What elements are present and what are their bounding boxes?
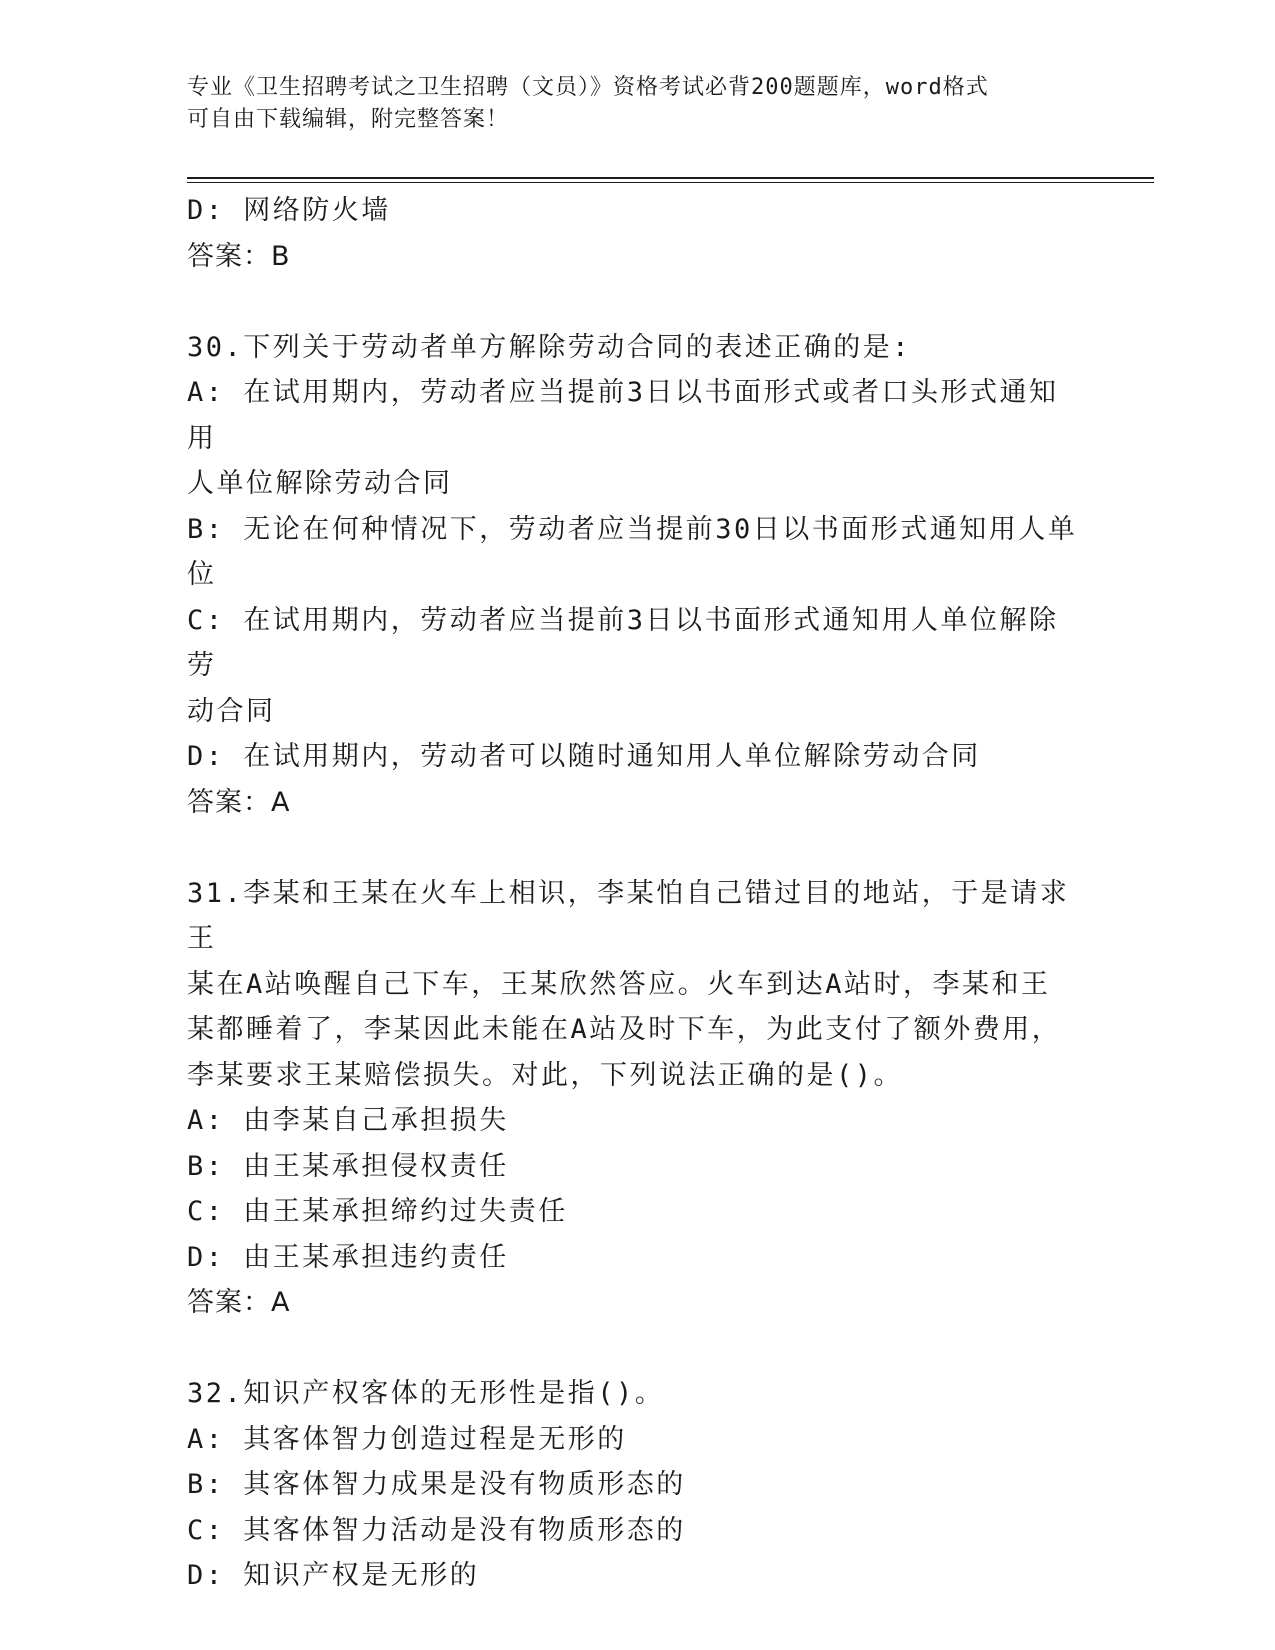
question-30: [187, 325, 1087, 826]
option-c: C: 其客体智力活动是没有物质形态的: [187, 1514, 686, 1546]
header-title-line-1: 专业《卫生招聘考试之卫生招聘（文员）》资格考试必背200题题库，word格式: [187, 75, 989, 100]
option-c-continued: 动合同: [187, 695, 276, 727]
question-stem: 32.知识产权客体的无形性是指()。: [187, 1378, 665, 1409]
question-stem: 31.李某和王某在火车上相识，李某怕自己错过目的地站，于是请求王: [187, 877, 1070, 954]
option-c: C: 在试用期内，劳动者应当提前3日以书面形式通知用人单位解除劳: [187, 604, 1059, 681]
question-content: [187, 188, 1087, 1599]
question-stem-continued: 李某要求王某赔偿损失。对此，下列说法正确的是()。: [187, 1059, 904, 1091]
option-b: B: 其客体智力成果是没有物质形态的: [187, 1469, 686, 1500]
spacer: [187, 825, 1087, 871]
page-header: [187, 72, 1067, 136]
option-b: B: 由王某承担侵权责任: [187, 1150, 509, 1182]
question-32: [187, 1371, 1087, 1599]
option-a-continued: 人单位解除劳动合同: [187, 468, 453, 499]
option-b: B: 无论在何种情况下，劳动者应当提前30日以书面形式通知用人单: [187, 513, 1078, 545]
option-d: D: 网络防火墙: [187, 195, 391, 226]
option-d: D: 知识产权是无形的: [187, 1560, 480, 1591]
option-a: A: 在试用期内，劳动者应当提前3日以书面形式或者口头形式通知用: [187, 377, 1059, 454]
question-stem-continued: 某在A站唤醒自己下车，王某欣然答应。火车到达A站时，李某和王: [187, 968, 1051, 1000]
header-title-line-2: 可自由下载编辑，附完整答案！: [187, 107, 510, 132]
previous-question-tail: [187, 188, 1087, 279]
answer-line: 答案：A: [187, 786, 291, 818]
option-a: A: 其客体智力创造过程是无形的: [187, 1423, 627, 1455]
question-31: [187, 871, 1087, 1326]
option-a: A: 由李某自己承担损失: [187, 1105, 509, 1136]
question-stem-continued: 某都睡着了，李某因此未能在A站及时下车，为此支付了额外费用，: [187, 1014, 1062, 1045]
option-c: C: 由王某承担缔约过失责任: [187, 1196, 568, 1227]
answer-line: 答案：B: [187, 240, 291, 272]
spacer: [187, 1326, 1087, 1372]
option-d: D: 由王某承担违约责任: [187, 1241, 509, 1273]
header-divider: [187, 177, 1154, 183]
spacer: [187, 279, 1087, 325]
question-stem: 30.下列关于劳动者单方解除劳动合同的表述正确的是:: [187, 331, 912, 363]
answer-line: 答案：A: [187, 1287, 291, 1318]
option-d: D: 在试用期内，劳动者可以随时通知用人单位解除劳动合同: [187, 741, 981, 772]
option-b-continued: 位: [187, 559, 217, 590]
